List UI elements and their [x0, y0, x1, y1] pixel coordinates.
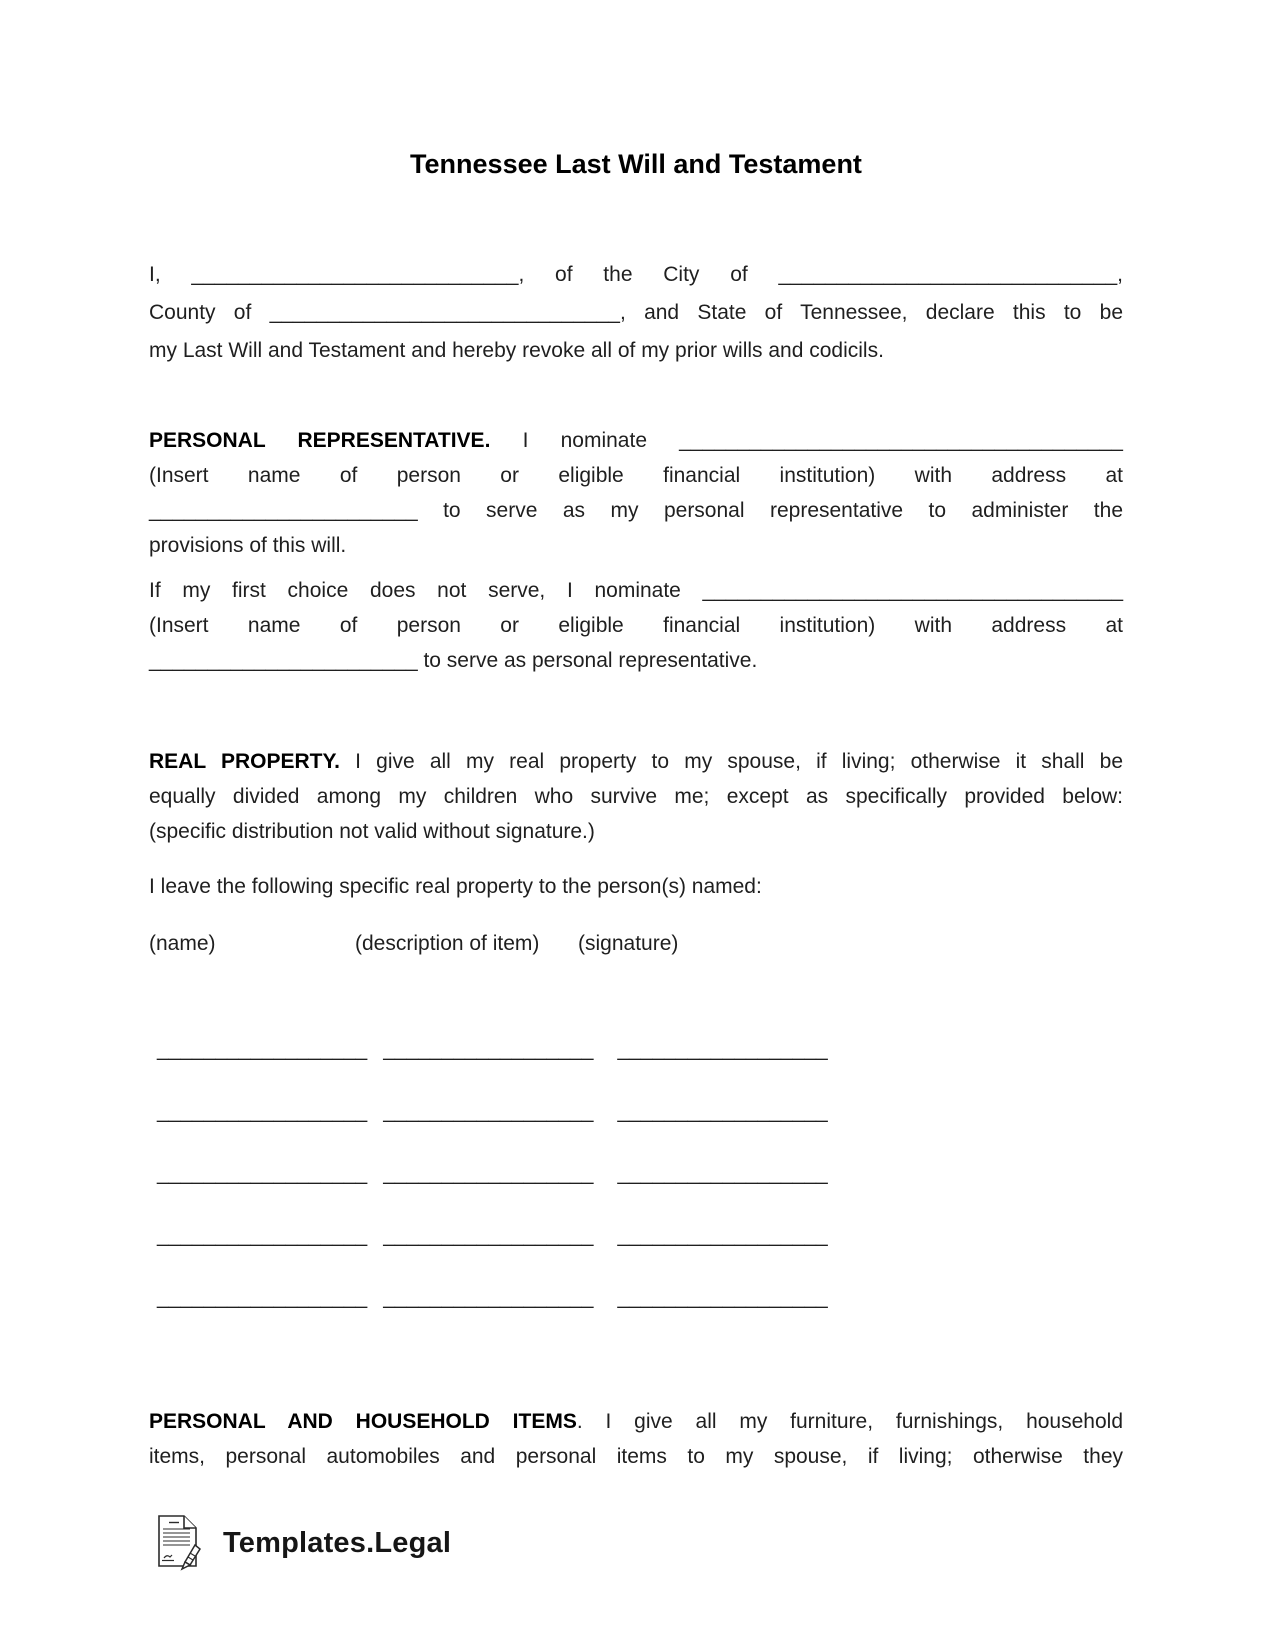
text-line [149, 744, 1123, 779]
real-property-lead-in: I leave the following specific real property to the person(s) named: [149, 875, 762, 898]
blank-line: __________________ [157, 1286, 368, 1309]
blank-line: __________________ [157, 1162, 368, 1185]
blank-line: __________________ [617, 1224, 828, 1247]
text-line [149, 528, 1123, 563]
document-title: Tennessee Last Will and Testament [410, 149, 862, 179]
section-heading: PERSONAL REPRESENTATIVE. [149, 429, 491, 452]
table-row [149, 1032, 1123, 1067]
text-segment: items, personal automobiles and personal items to my spouse, if living; otherwise they [149, 1445, 1123, 1468]
property-table-header [149, 926, 1123, 961]
text-segment: (Insert name of person or eligible financial institution) with address at [149, 614, 1123, 637]
text-line [149, 814, 1123, 849]
blank-line: __________________ [383, 1038, 594, 1061]
table-row [149, 1156, 1123, 1191]
section-heading: REAL PROPERTY. [149, 750, 340, 773]
brand-footer [149, 1515, 1123, 1571]
personal-representative-paragraph-2 [149, 573, 1123, 678]
section-heading: PERSONAL AND HOUSEHOLD ITEMS [149, 1410, 577, 1433]
table-row [149, 1280, 1123, 1315]
text-segment: _______________________ to serve as personal representative. [149, 649, 758, 672]
text-line [149, 573, 1123, 608]
blank-line: __________________ [157, 1100, 368, 1123]
column-header-description: (description of item) [355, 932, 540, 955]
text-segment: _______________________ to serve as my personal representative to administer the [149, 499, 1123, 522]
blank-line: __________________ [617, 1038, 828, 1061]
text-segment: I, ____________________________, of the City of _____________________________, [149, 263, 1123, 286]
blank-line: __________________ [157, 1038, 368, 1061]
document-with-quill-icon [157, 1515, 201, 1571]
text-segment: (specific distribution not valid without signature.) [149, 820, 595, 843]
blank-line: __________________ [383, 1100, 594, 1123]
text-line [149, 493, 1123, 528]
text-line [149, 423, 1123, 458]
text-segment: I give all my real property to my spouse, if living; otherwise it shall be [339, 750, 1123, 773]
column-header-name: (name) [149, 932, 216, 955]
text-segment: I nominate ______________________________________ [490, 429, 1123, 452]
text-line [149, 779, 1123, 814]
text-line [149, 332, 1123, 370]
text-line [149, 1439, 1123, 1474]
column-header-signature: (signature) [578, 932, 679, 955]
text-segment: . I give all my furniture, furnishings, household [576, 1410, 1123, 1433]
text-line [149, 643, 1123, 678]
blank-line: __________________ [617, 1286, 828, 1309]
text-line [149, 1404, 1123, 1439]
text-segment: my Last Will and Testament and hereby revoke all of my prior wills and codicils. [149, 339, 884, 362]
personal-representative-paragraph-1 [149, 423, 1123, 563]
text-segment: If my first choice does not serve, I nominate ____________________________________ [149, 579, 1123, 602]
text-line [149, 608, 1123, 643]
intro-paragraph [149, 256, 1123, 370]
table-row [149, 1094, 1123, 1129]
brand-name: Templates.Legal [223, 1526, 452, 1559]
personal-household-items-paragraph [149, 1404, 1123, 1474]
text-line [149, 458, 1123, 493]
blank-line: __________________ [383, 1162, 594, 1185]
table-row [149, 1218, 1123, 1253]
text-line [149, 256, 1123, 294]
blank-line: __________________ [383, 1286, 594, 1309]
text-segment: provisions of this will. [149, 534, 347, 557]
text-segment: equally divided among my children who survive me; except as specifically provided below: [149, 785, 1123, 808]
blank-line: __________________ [617, 1162, 828, 1185]
blank-line: __________________ [157, 1224, 368, 1247]
blank-line: __________________ [617, 1100, 828, 1123]
text-segment: (Insert name of person or eligible financial institution) with address at [149, 464, 1123, 487]
text-segment: County of ______________________________, and State of Tennessee, declare this to be [149, 301, 1123, 324]
page-content [149, 0, 1123, 1571]
text-line [149, 294, 1123, 332]
blank-line: __________________ [383, 1224, 594, 1247]
property-table-rows [149, 1032, 1123, 1315]
real-property-paragraph [149, 744, 1123, 849]
